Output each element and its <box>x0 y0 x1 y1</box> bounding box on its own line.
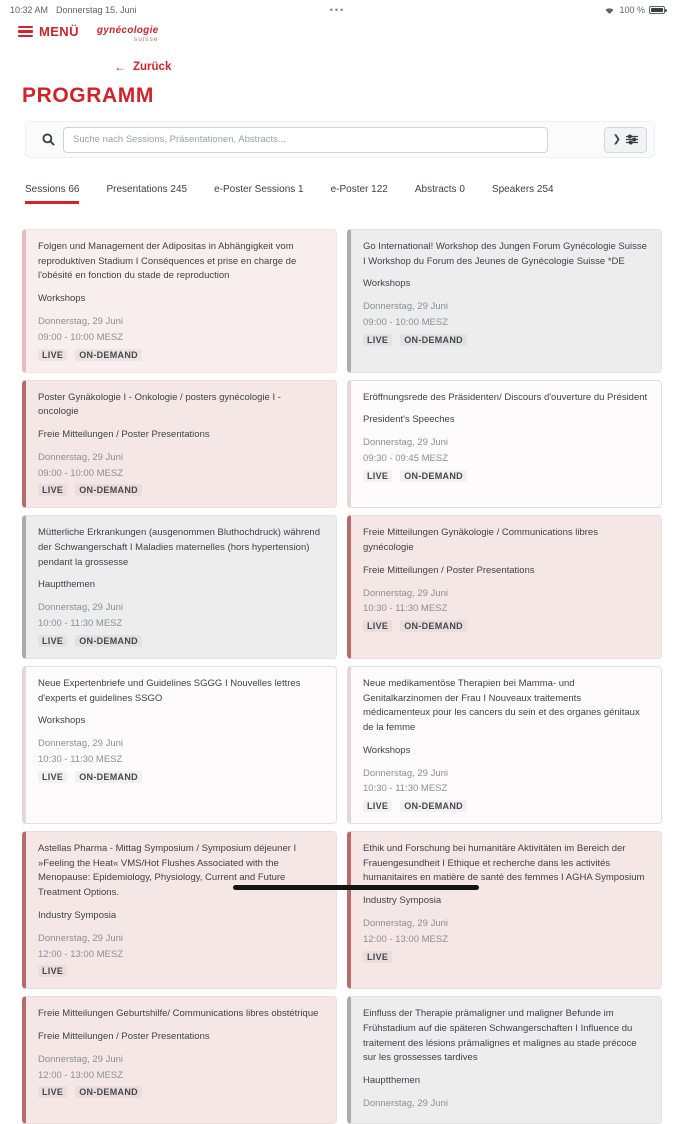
session-title: Poster Gynäkologie I - Onkologie / posters gynécologie I - oncologie <box>38 391 281 418</box>
tab-bar <box>25 184 655 204</box>
logo-primary-text: gynécologie <box>96 25 159 36</box>
search-icon <box>42 133 55 146</box>
filter-button[interactable] <box>604 127 647 153</box>
hamburger-icon <box>18 26 33 37</box>
session-time: 12:00 - 13:00 MESZ <box>363 933 449 945</box>
page-title: PROGRAMM <box>22 84 154 107</box>
tab-presentations-245[interactable]: Presentations 245 <box>106 184 188 195</box>
session-badges <box>38 1086 324 1098</box>
tab-sessions-66[interactable]: Sessions 66 <box>25 184 79 204</box>
session-card[interactable] <box>22 996 337 1124</box>
app-logo[interactable] <box>97 25 159 43</box>
session-category: Industry Symposia <box>38 909 117 921</box>
session-card[interactable] <box>347 380 662 509</box>
session-category: Freie Mitteilungen / Poster Presentations <box>363 564 535 576</box>
badge-on-demand: ON-DEMAND <box>75 484 142 496</box>
session-date: Donnerstag, 29 Juni <box>363 1098 449 1110</box>
back-label: Zurück <box>133 61 172 73</box>
session-title: Neue Expertenbriefe und Guidelines SGGG I Nouvelles lettres d'experts et guidelines SSGO <box>38 677 301 704</box>
session-title: Astellas Pharma - Mittag Symposium / Symposium déjeuner I »Feeling the Heat« VMS/Hot Flushes Associated with the Menopause: Epidemiology, Physiology, Current and Future Treatment Options. <box>38 843 297 899</box>
session-time: 10:00 - 11:30 MESZ <box>38 618 123 630</box>
session-category: Hauptthemen <box>363 1075 421 1087</box>
status-menu-dots: ••• <box>329 5 346 15</box>
session-date: Donnerstag, 29 Juni <box>38 316 124 328</box>
status-time: 10:32 AM <box>10 5 49 15</box>
session-time: 10:30 - 11:30 MESZ <box>363 603 448 615</box>
badge-on-demand: ON-DEMAND <box>400 620 467 632</box>
badge-live: LIVE <box>363 800 392 812</box>
tab-e-poster-122[interactable]: e-Poster 122 <box>330 184 388 195</box>
session-date: Donnerstag, 29 Juni <box>363 437 449 449</box>
session-title: Eröffnungsrede des Präsidenten/ Discours d'ouverture du Président <box>363 391 648 403</box>
badge-live: LIVE <box>38 484 67 496</box>
session-badges <box>363 951 649 963</box>
session-category: Hauptthemen <box>38 579 96 591</box>
session-date: Donnerstag, 29 Juni <box>363 767 449 779</box>
session-date: Donnerstag, 29 Juni <box>363 301 449 313</box>
session-time: 10:30 - 11:30 MESZ <box>38 753 123 765</box>
badge-live: LIVE <box>38 771 67 783</box>
session-title: Einfluss der Therapie prämaligner und maligner Befunde im Frühstadium auf die späteren Schwangerschaften I Influence du traitement des lésions prämalignes et malignes au stade précoce sur les grossesses tardives <box>363 1008 637 1064</box>
session-time: 10:30 - 11:30 MESZ <box>363 783 448 795</box>
logo-secondary-text: suisse <box>134 36 159 43</box>
search-input[interactable] <box>63 127 548 153</box>
session-badges <box>38 965 324 977</box>
badge-on-demand: ON-DEMAND <box>75 1086 142 1098</box>
session-card[interactable] <box>347 515 662 659</box>
back-button[interactable] <box>114 60 171 74</box>
badge-live: LIVE <box>38 965 67 977</box>
wifi-icon <box>604 6 615 15</box>
session-category: Workshops <box>363 278 411 290</box>
session-badges <box>38 771 324 783</box>
session-date: Donnerstag, 29 Juni <box>363 587 449 599</box>
session-title: Mütterliche Erkrankungen (ausgenommen Bluthochdruck) während der Schwangerschaft I Maladies maternelles (hors hypertension) pendant la grossesse <box>38 527 320 568</box>
session-time: 09:00 - 10:00 MESZ <box>38 331 124 343</box>
session-badges <box>363 334 649 346</box>
session-category: Workshops <box>363 744 411 756</box>
badge-on-demand: ON-DEMAND <box>75 771 142 783</box>
badge-live: LIVE <box>363 951 392 963</box>
tab-speakers-254[interactable]: Speakers 254 <box>491 184 554 195</box>
session-date: Donnerstag, 29 Juni <box>38 1053 124 1065</box>
home-indicator[interactable] <box>233 885 479 890</box>
session-title: Freie Mitteilungen Geburtshilfe/ Communications libres obstétrique <box>38 1008 319 1020</box>
session-title: Folgen und Management der Adipositas in Abhängigkeit vom reproduktiven Stadium I Conséquences et prise en charge de l'obésité en fonction du stade de reproduction <box>38 241 297 282</box>
sliders-icon <box>626 134 638 145</box>
session-title: Ethik und Forschung bei humanitäre Aktivitäten im Bereich der Frauengesundheit I Ethique et recherche dans les activités humanitaires en matière de santé des femmes I AGHA Symposium <box>363 843 645 884</box>
session-category: Freie Mitteilungen / Poster Presentations <box>38 428 210 440</box>
search-button[interactable] <box>33 127 63 153</box>
session-date: Donnerstag, 29 Juni <box>38 738 124 750</box>
battery-percent: 100 % <box>619 5 645 15</box>
badge-live: LIVE <box>38 349 67 361</box>
tab-abstracts-0[interactable]: Abstracts 0 <box>414 184 465 195</box>
session-date: Donnerstag, 29 Juni <box>38 932 124 944</box>
menu-label: MENÜ <box>39 24 79 39</box>
status-date: Donnerstag 15. Juni <box>56 5 137 15</box>
menu-button[interactable] <box>18 24 79 39</box>
search-section <box>25 121 655 158</box>
badge-live: LIVE <box>38 1086 67 1098</box>
badge-live: LIVE <box>363 334 392 346</box>
session-category: Workshops <box>38 715 86 727</box>
battery-icon <box>649 6 665 14</box>
session-grid <box>22 229 662 1124</box>
session-time: 12:00 - 13:00 MESZ <box>38 1069 124 1081</box>
badge-on-demand: ON-DEMAND <box>75 349 142 361</box>
session-time: 12:00 - 13:00 MESZ <box>38 948 124 960</box>
session-title: Freie Mitteilungen Gynäkologie / Communications libres gynécologie <box>363 527 598 553</box>
session-card[interactable] <box>347 996 662 1124</box>
badge-on-demand: ON-DEMAND <box>400 470 467 482</box>
session-time: 09:30 - 09:45 MESZ <box>363 452 449 464</box>
badge-on-demand: ON-DEMAND <box>400 800 467 812</box>
session-card[interactable] <box>347 831 662 989</box>
session-title: Go International! Workshop des Jungen Forum Gynécologie Suisse I Workshop du Forum des Jeunes de Gynécologie Suisse *DE <box>363 241 647 267</box>
badge-live: LIVE <box>363 620 392 632</box>
session-badges <box>38 635 324 647</box>
session-title: Neue medikamentöse Therapien bei Mamma- und Genitalkarzinomen der Frau I Nouveaux traitements médicamenteux pour les cancers du sein et des organes génitaux de la femme <box>363 677 640 733</box>
badge-on-demand: ON-DEMAND <box>400 334 467 346</box>
session-badges <box>38 484 324 496</box>
session-category: Freie Mitteilungen / Poster Presentations <box>38 1030 210 1042</box>
session-card[interactable] <box>347 229 662 373</box>
session-badges <box>363 620 649 632</box>
badge-on-demand: ON-DEMAND <box>75 635 142 647</box>
session-date: Donnerstag, 29 Juni <box>38 451 124 463</box>
tab-e-poster-sessions-1[interactable]: e-Poster Sessions 1 <box>214 184 304 195</box>
badge-live: LIVE <box>363 470 392 482</box>
session-time: 09:00 - 10:00 MESZ <box>38 467 124 479</box>
session-card[interactable] <box>22 380 337 509</box>
session-category: Workshops <box>38 293 86 305</box>
session-card[interactable] <box>22 515 337 659</box>
session-category: President's Speeches <box>363 414 455 426</box>
back-arrow-icon: ← <box>114 60 126 74</box>
session-card[interactable] <box>347 666 662 824</box>
badge-live: LIVE <box>38 635 67 647</box>
session-card[interactable] <box>22 229 337 373</box>
app-header <box>18 24 159 43</box>
session-date: Donnerstag, 29 Juni <box>38 602 124 614</box>
session-card[interactable] <box>22 831 337 989</box>
session-badges <box>38 349 324 361</box>
session-category: Industry Symposia <box>363 895 442 907</box>
session-date: Donnerstag, 29 Juni <box>363 918 449 930</box>
session-badges <box>363 470 649 482</box>
session-time: 09:00 - 10:00 MESZ <box>363 317 449 329</box>
session-badges <box>363 800 649 812</box>
session-card[interactable] <box>22 666 337 824</box>
chevron-right-icon: ❯ <box>612 134 621 145</box>
status-bar <box>10 3 665 17</box>
